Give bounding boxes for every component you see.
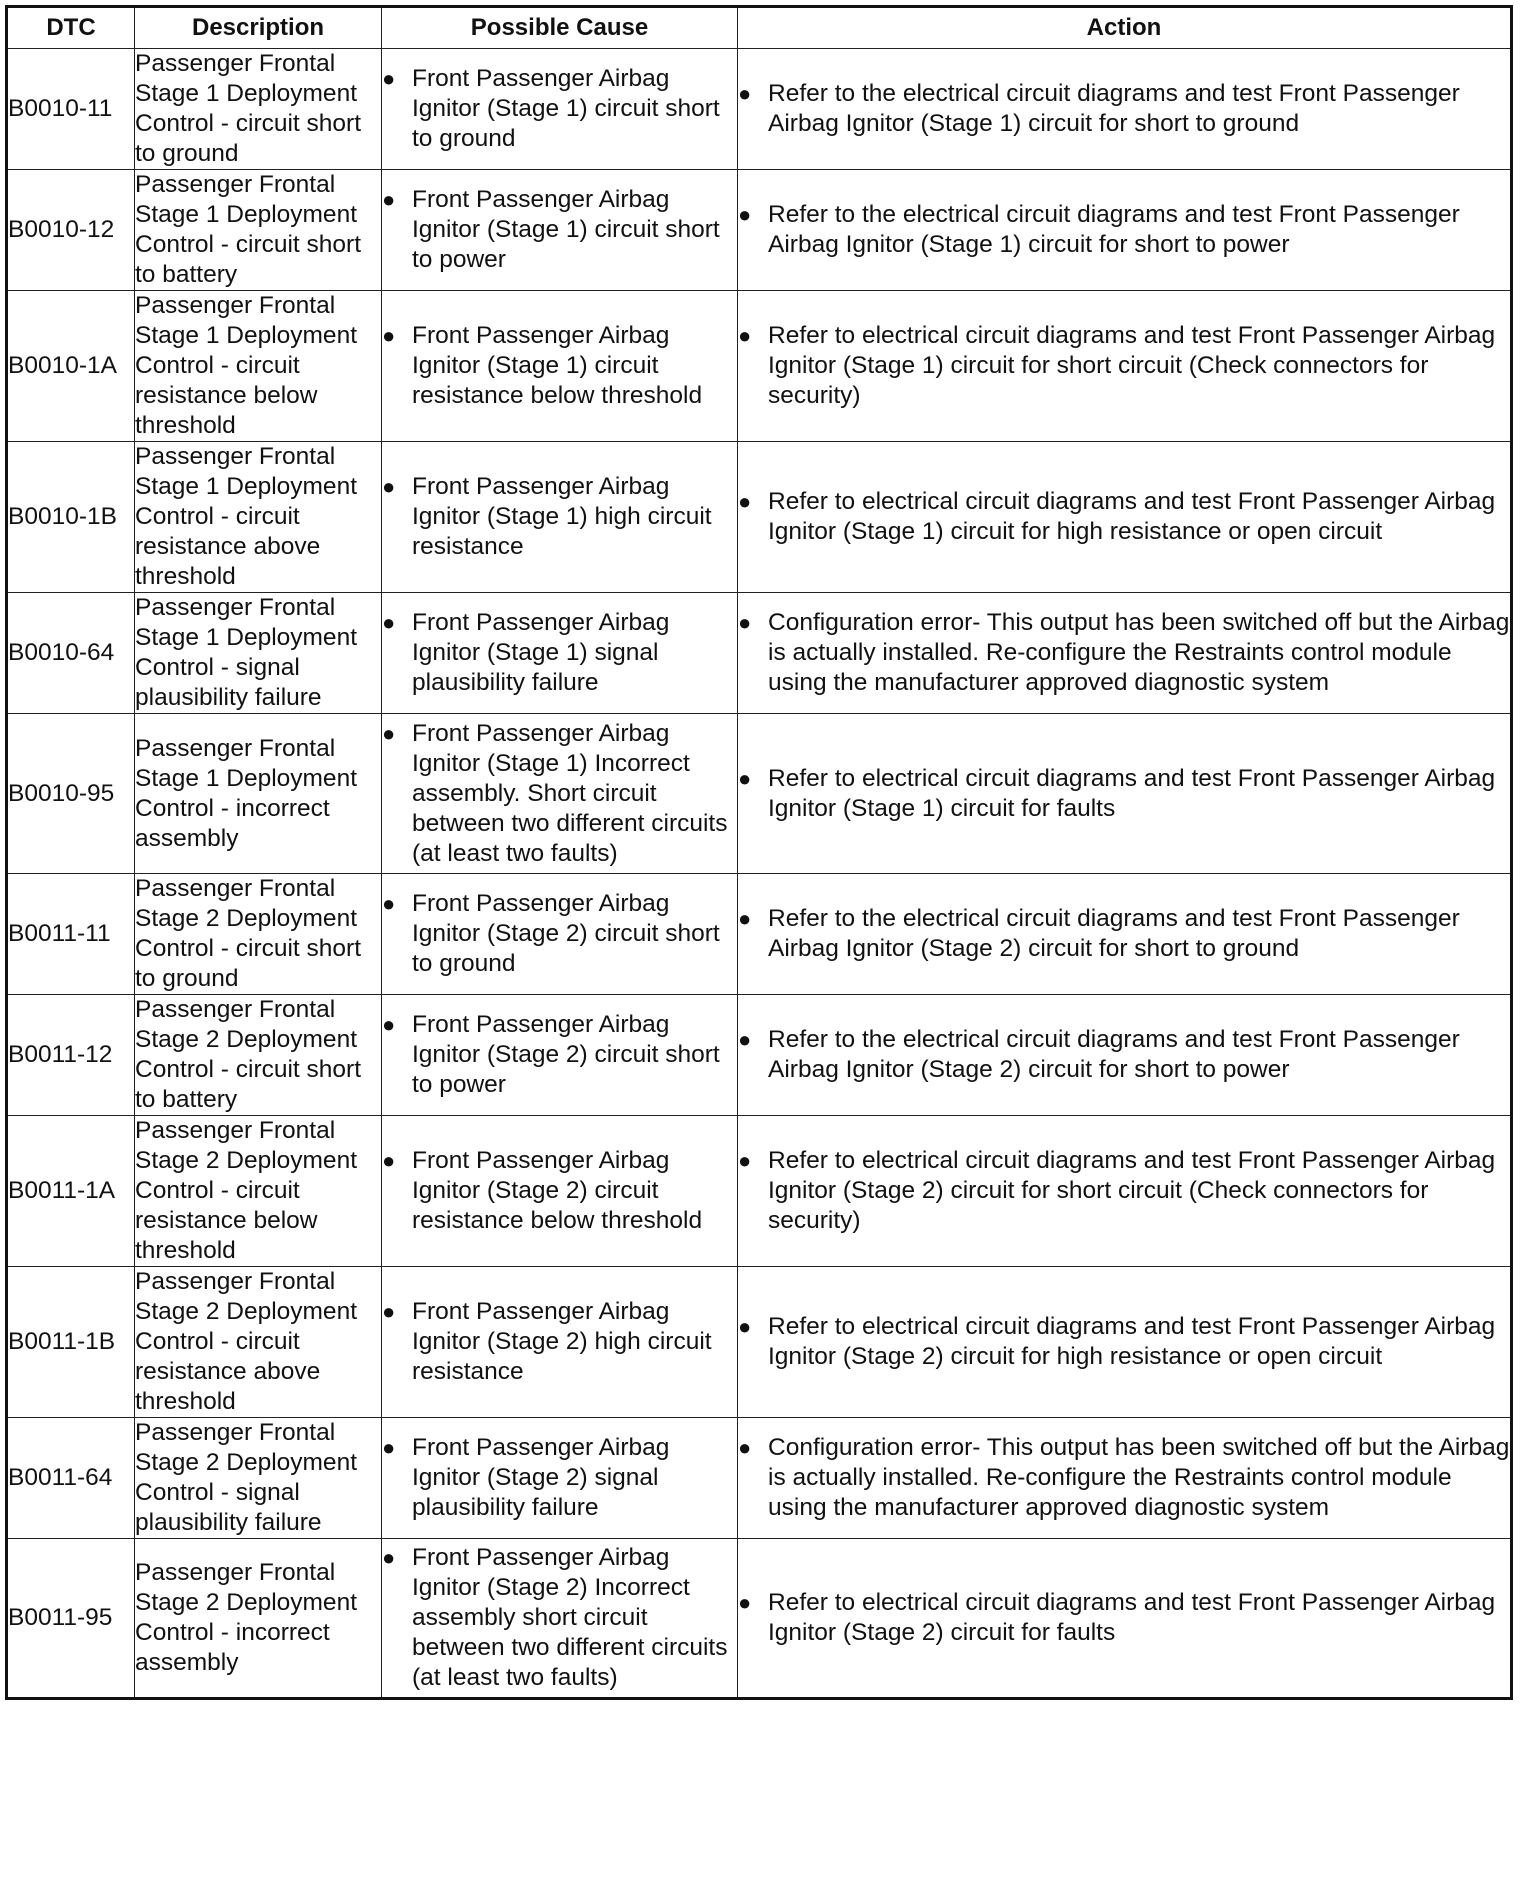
description-cell: Passenger Frontal Stage 1 Deployment Control - circuit resistance below threshold — [135, 291, 382, 442]
cause-bullet-item — [382, 1543, 737, 1693]
bullet-icon: ● — [382, 323, 396, 348]
action-cell — [738, 49, 1512, 170]
bullet-icon: ● — [738, 610, 752, 635]
possible-cause-cell — [382, 714, 738, 874]
dtc-table — [5, 5, 1513, 1700]
bullet-icon: ● — [738, 1027, 752, 1052]
description-cell: Passenger Frontal Stage 2 Deployment Control - incorrect assembly — [135, 1539, 382, 1699]
cause-text: Front Passenger Airbag Ignitor (Stage 1) Incorrect assembly. Short circuit between two different circuits (at least two faults) — [412, 719, 728, 867]
cause-bullet-item — [382, 1433, 737, 1523]
dtc-document — [5, 5, 1510, 1700]
table-row — [7, 714, 1512, 874]
possible-cause-cell — [382, 593, 738, 714]
possible-cause-cell — [382, 874, 738, 995]
action-cell — [738, 1418, 1512, 1539]
header-description: Description — [135, 7, 382, 49]
dtc-code-cell: B0011-11 — [7, 874, 135, 995]
cause-bullet-item — [382, 185, 737, 275]
bullet-icon: ● — [738, 765, 752, 791]
bullet-icon: ● — [738, 1314, 752, 1339]
cause-bullet-item — [382, 321, 737, 411]
bullet-icon: ● — [382, 1545, 396, 1570]
cause-text: Front Passenger Airbag Ignitor (Stage 1) circuit short to ground — [412, 65, 720, 152]
bullet-icon: ● — [382, 474, 396, 499]
action-cell — [738, 1539, 1512, 1699]
cause-text: Front Passenger Airbag Ignitor (Stage 2) signal plausibility failure — [412, 1434, 670, 1521]
bullet-icon: ● — [382, 1435, 396, 1460]
action-bullet-item — [738, 1433, 1510, 1523]
dtc-code-cell: B0010-11 — [7, 49, 135, 170]
action-cell — [738, 995, 1512, 1116]
table-header-row — [7, 7, 1512, 49]
bullet-icon: ● — [382, 1299, 396, 1324]
action-bullet-item — [738, 79, 1510, 139]
action-bullet-item — [738, 1588, 1510, 1648]
action-cell — [738, 1267, 1512, 1418]
description-cell: Passenger Frontal Stage 1 Deployment Control - circuit short to battery — [135, 170, 382, 291]
cause-bullet-item — [382, 889, 737, 979]
bullet-icon: ● — [382, 1148, 396, 1173]
possible-cause-cell — [382, 1116, 738, 1267]
table-row — [7, 170, 1512, 291]
dtc-code-cell: B0010-64 — [7, 593, 135, 714]
action-text: Refer to electrical circuit diagrams and test Front Passenger Airbag Ignitor (Stage 2) circuit for faults — [768, 1589, 1496, 1646]
cause-bullet-item — [382, 472, 737, 562]
bullet-icon: ● — [382, 66, 396, 91]
action-cell — [738, 874, 1512, 995]
bullet-icon: ● — [738, 202, 752, 227]
cause-text: Front Passenger Airbag Ignitor (Stage 1) circuit short to power — [412, 186, 720, 273]
dtc-code-cell: B0010-95 — [7, 714, 135, 874]
action-cell — [738, 442, 1512, 593]
dtc-code-cell: B0010-1A — [7, 291, 135, 442]
cause-text: Front Passenger Airbag Ignitor (Stage 2) high circuit resistance — [412, 1298, 712, 1385]
table-row — [7, 593, 1512, 714]
action-text: Refer to the electrical circuit diagrams and test Front Passenger Airbag Ignitor (Stage 2) circuit for short to ground — [768, 905, 1460, 962]
action-bullet-item — [738, 608, 1510, 698]
dtc-code-cell: B0011-1A — [7, 1116, 135, 1267]
table-row — [7, 291, 1512, 442]
dtc-code-cell: B0010-12 — [7, 170, 135, 291]
action-text: Refer to electrical circuit diagrams and test Front Passenger Airbag Ignitor (Stage 1) circuit for high resistance or open circuit — [768, 488, 1496, 545]
dtc-code-cell: B0011-12 — [7, 995, 135, 1116]
table-row — [7, 874, 1512, 995]
cause-bullet-item — [382, 608, 737, 698]
cause-bullet-item — [382, 1146, 737, 1236]
bullet-icon: ● — [738, 1435, 752, 1460]
bullet-icon: ● — [382, 610, 396, 635]
description-cell: Passenger Frontal Stage 2 Deployment Control - circuit short to ground — [135, 874, 382, 995]
action-text: Refer to the electrical circuit diagrams and test Front Passenger Airbag Ignitor (Stage 2) circuit for short to power — [768, 1026, 1460, 1083]
description-cell: Passenger Frontal Stage 1 Deployment Control - circuit short to ground — [135, 49, 382, 170]
possible-cause-cell — [382, 995, 738, 1116]
action-text: Refer to the electrical circuit diagrams and test Front Passenger Airbag Ignitor (Stage 1) circuit for short to power — [768, 201, 1460, 258]
action-bullet-item — [738, 321, 1510, 411]
action-bullet-item — [738, 487, 1510, 547]
cause-text: Front Passenger Airbag Ignitor (Stage 1) circuit resistance below threshold — [412, 322, 703, 409]
bullet-icon: ● — [382, 891, 396, 916]
action-text: Configuration error- This output has been switched off but the Airbag is actually installed. Re-configure the Restraints control module using the manufacturer approved diagnostic system — [768, 1434, 1510, 1521]
action-bullet-item — [738, 1025, 1510, 1085]
table-row — [7, 1418, 1512, 1539]
cause-text: Front Passenger Airbag Ignitor (Stage 2) Incorrect assembly short circuit between two different circuits (at least two faults) — [412, 1544, 728, 1691]
action-bullet-item — [738, 1312, 1510, 1372]
action-bullet-item — [738, 904, 1510, 964]
action-bullet-item — [738, 764, 1510, 824]
possible-cause-cell — [382, 291, 738, 442]
header-action: Action — [738, 7, 1512, 49]
possible-cause-cell — [382, 170, 738, 291]
cause-bullet-item — [382, 719, 737, 869]
cause-bullet-item — [382, 1010, 737, 1100]
action-cell — [738, 1116, 1512, 1267]
action-bullet-item — [738, 1146, 1510, 1236]
description-cell: Passenger Frontal Stage 1 Deployment Control - incorrect assembly — [135, 714, 382, 874]
table-row — [7, 1539, 1512, 1699]
action-text: Configuration error- This output has been switched off but the Airbag is actually installed. Re-configure the Restraints control module using the manufacturer approved diagnostic system — [768, 609, 1510, 696]
bullet-icon: ● — [738, 81, 752, 106]
dtc-code-cell: B0011-64 — [7, 1418, 135, 1539]
action-text: Refer to electrical circuit diagrams and test Front Passenger Airbag Ignitor (Stage 2) circuit for high resistance or open circuit — [768, 1313, 1496, 1370]
cause-text: Front Passenger Airbag Ignitor (Stage 2) circuit short to ground — [412, 890, 720, 977]
bullet-icon: ● — [382, 720, 396, 746]
bullet-icon: ● — [738, 1590, 752, 1615]
description-cell: Passenger Frontal Stage 2 Deployment Control - circuit short to battery — [135, 995, 382, 1116]
table-row — [7, 1116, 1512, 1267]
action-cell — [738, 714, 1512, 874]
possible-cause-cell — [382, 49, 738, 170]
description-cell: Passenger Frontal Stage 2 Deployment Control - signal plausibility failure — [135, 1418, 382, 1539]
table-row — [7, 995, 1512, 1116]
possible-cause-cell — [382, 1267, 738, 1418]
cause-text: Front Passenger Airbag Ignitor (Stage 2) circuit short to power — [412, 1011, 720, 1098]
bullet-icon: ● — [738, 323, 752, 348]
cause-text: Front Passenger Airbag Ignitor (Stage 1) signal plausibility failure — [412, 609, 670, 696]
action-cell — [738, 291, 1512, 442]
header-possible-cause: Possible Cause — [382, 7, 738, 49]
bullet-icon: ● — [738, 906, 752, 931]
cause-bullet-item — [382, 1297, 737, 1387]
bullet-icon: ● — [382, 187, 396, 212]
table-row — [7, 49, 1512, 170]
table-body — [7, 49, 1512, 1699]
cause-text: Front Passenger Airbag Ignitor (Stage 2) circuit resistance below threshold — [412, 1147, 703, 1234]
action-text: Refer to the electrical circuit diagrams and test Front Passenger Airbag Ignitor (Stage 1) circuit for short to ground — [768, 80, 1460, 137]
table-row — [7, 442, 1512, 593]
dtc-code-cell: B0011-95 — [7, 1539, 135, 1699]
possible-cause-cell — [382, 442, 738, 593]
cause-bullet-item — [382, 64, 737, 154]
action-cell — [738, 170, 1512, 291]
table-row — [7, 1267, 1512, 1418]
description-cell: Passenger Frontal Stage 2 Deployment Control - circuit resistance above threshold — [135, 1267, 382, 1418]
description-cell: Passenger Frontal Stage 2 Deployment Control - circuit resistance below threshold — [135, 1116, 382, 1267]
action-text: Refer to electrical circuit diagrams and test Front Passenger Airbag Ignitor (Stage 2) circuit for short circuit (Check connectors for security) — [768, 1147, 1496, 1234]
action-text: Refer to electrical circuit diagrams and test Front Passenger Airbag Ignitor (Stage 1) circuit for faults — [768, 764, 1496, 822]
action-text: Refer to electrical circuit diagrams and test Front Passenger Airbag Ignitor (Stage 1) circuit for short circuit (Check connectors for security) — [768, 322, 1496, 409]
action-cell — [738, 593, 1512, 714]
bullet-icon: ● — [382, 1012, 396, 1037]
dtc-code-cell: B0010-1B — [7, 442, 135, 593]
header-dtc: DTC — [7, 7, 135, 49]
dtc-code-cell: B0011-1B — [7, 1267, 135, 1418]
description-cell: Passenger Frontal Stage 1 Deployment Control - signal plausibility failure — [135, 593, 382, 714]
possible-cause-cell — [382, 1418, 738, 1539]
bullet-icon: ● — [738, 1148, 752, 1173]
bullet-icon: ● — [738, 489, 752, 514]
action-bullet-item — [738, 200, 1510, 260]
description-cell: Passenger Frontal Stage 1 Deployment Control - circuit resistance above threshold — [135, 442, 382, 593]
possible-cause-cell — [382, 1539, 738, 1699]
cause-text: Front Passenger Airbag Ignitor (Stage 1) high circuit resistance — [412, 473, 712, 560]
